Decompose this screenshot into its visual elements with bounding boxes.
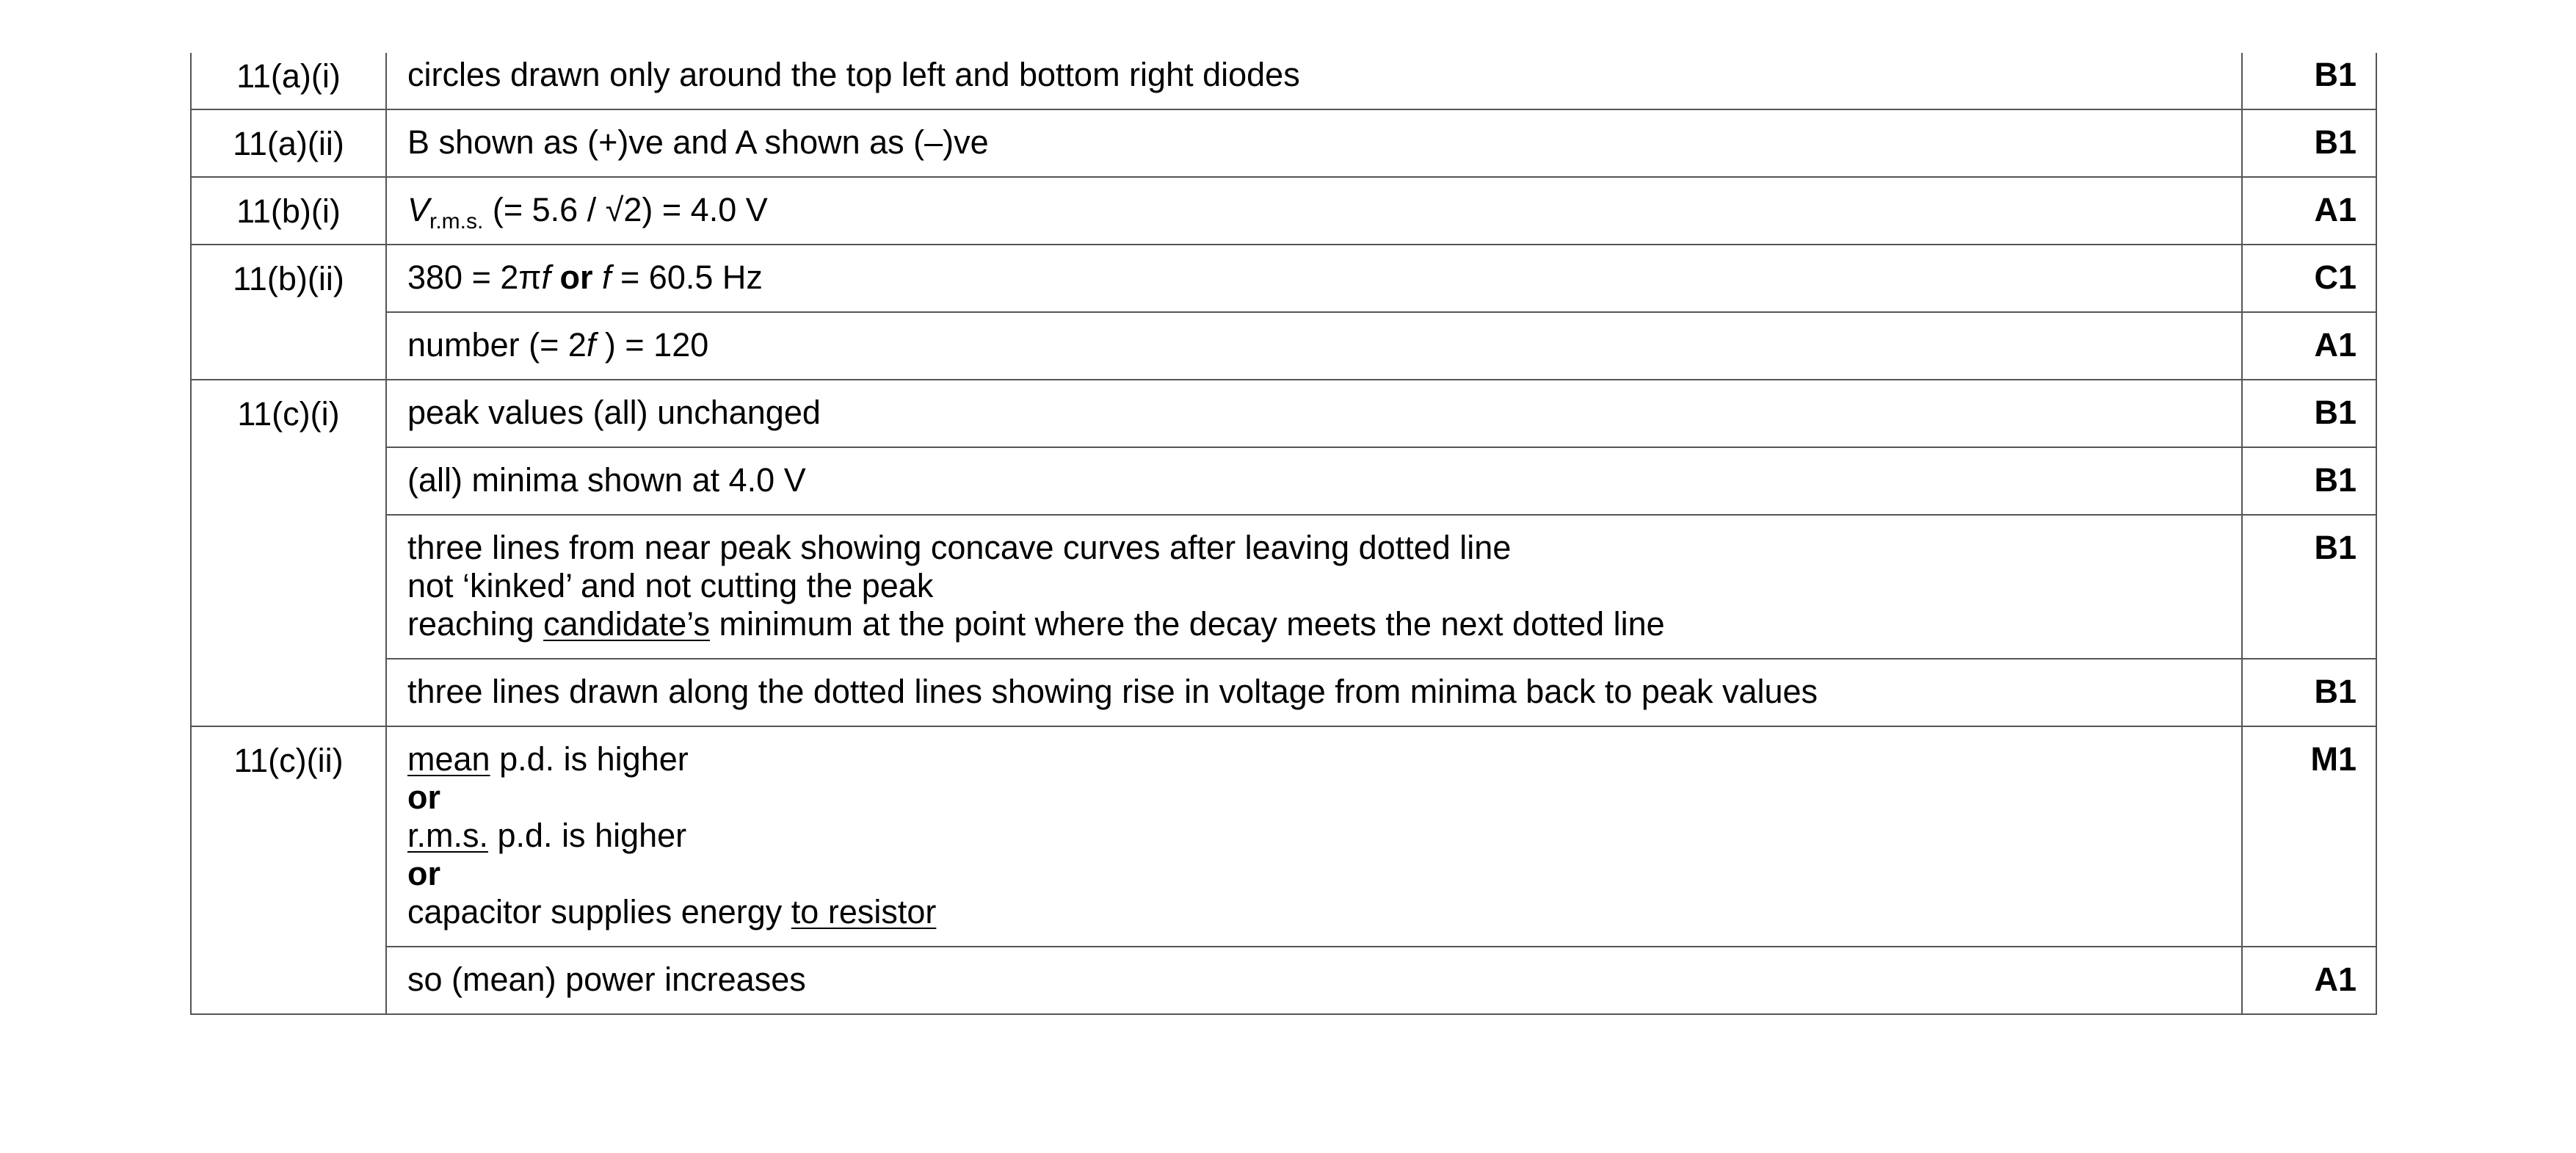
question-number: 11(b)(i) bbox=[236, 192, 341, 230]
answer-line bbox=[407, 855, 2227, 893]
table-row bbox=[191, 53, 2376, 109]
mark-code: B1 bbox=[2314, 56, 2357, 93]
question-number: 11(c)(i) bbox=[237, 395, 340, 433]
answer-line bbox=[407, 191, 2227, 234]
answer-text: (all) minima shown at 4.0 V bbox=[407, 461, 806, 499]
answer-cell bbox=[386, 947, 2242, 1014]
answer-text: candidate’s bbox=[543, 605, 710, 643]
answer-line bbox=[407, 461, 2227, 499]
answer-cell bbox=[386, 177, 2242, 245]
answer-line bbox=[407, 259, 2227, 297]
answer-cell bbox=[386, 515, 2242, 659]
question-number-cell bbox=[191, 380, 386, 726]
answer-line bbox=[407, 123, 2227, 162]
answer-line bbox=[407, 605, 2227, 643]
mark-scheme-body bbox=[191, 53, 2376, 1014]
answer-text: or bbox=[559, 259, 593, 296]
mark-cell bbox=[2242, 726, 2376, 947]
answer-text: number (= 2 bbox=[407, 326, 587, 364]
mark-cell bbox=[2242, 53, 2376, 109]
mark-code: A1 bbox=[2314, 961, 2357, 998]
question-number-cell bbox=[191, 177, 386, 245]
answer-text bbox=[592, 259, 602, 296]
mark-code: A1 bbox=[2314, 191, 2357, 228]
question-number: 11(c)(ii) bbox=[233, 742, 344, 779]
answer-cell bbox=[386, 53, 2242, 109]
question-number-cell bbox=[191, 245, 386, 380]
answer-text: r.m.s. bbox=[429, 209, 484, 234]
answer-text: V bbox=[407, 191, 430, 228]
answer-text: f bbox=[541, 259, 551, 296]
mark-code: B1 bbox=[2314, 673, 2357, 710]
question-number-cell bbox=[191, 53, 386, 109]
table-row bbox=[191, 515, 2376, 659]
table-row bbox=[191, 109, 2376, 177]
answer-cell bbox=[386, 659, 2242, 726]
question-number: 11(a)(i) bbox=[236, 57, 341, 95]
answer-cell bbox=[386, 726, 2242, 947]
mark-cell bbox=[2242, 947, 2376, 1014]
table-row bbox=[191, 380, 2376, 447]
answer-line bbox=[407, 529, 2227, 567]
answer-line bbox=[407, 817, 2227, 855]
answer-text: 380 = 2π bbox=[407, 259, 542, 296]
answer-cell bbox=[386, 380, 2242, 447]
table-row bbox=[191, 726, 2376, 947]
answer-line bbox=[407, 394, 2227, 432]
answer-text: to resistor bbox=[791, 893, 937, 930]
table-row bbox=[191, 312, 2376, 380]
answer-text: three lines drawn along the dotted lines showing rise in voltage from minima back to peak values bbox=[407, 673, 1818, 710]
table-row bbox=[191, 245, 2376, 312]
answer-line bbox=[407, 778, 2227, 817]
answer-line bbox=[407, 56, 2227, 94]
mark-code: B1 bbox=[2314, 123, 2357, 161]
answer-text: f bbox=[586, 326, 596, 364]
answer-text: not ‘kinked’ and not cutting the peak bbox=[407, 567, 934, 604]
question-number-cell bbox=[191, 109, 386, 177]
answer-text bbox=[551, 259, 560, 296]
answer-cell bbox=[386, 245, 2242, 312]
answer-text: mean bbox=[407, 740, 490, 778]
mark-cell bbox=[2242, 515, 2376, 659]
answer-text: circles drawn only around the top left and bottom right diodes bbox=[407, 56, 1300, 93]
answer-text: or bbox=[407, 855, 440, 892]
mark-cell bbox=[2242, 177, 2376, 245]
question-number: 11(a)(ii) bbox=[233, 125, 344, 162]
table-row bbox=[191, 447, 2376, 515]
table-row bbox=[191, 177, 2376, 245]
mark-cell bbox=[2242, 312, 2376, 380]
answer-text: three lines from near peak showing concave curves after leaving dotted line bbox=[407, 529, 1512, 566]
table-row bbox=[191, 947, 2376, 1014]
answer-text: f bbox=[602, 259, 612, 296]
mark-code: M1 bbox=[2310, 740, 2357, 778]
answer-text: reaching bbox=[407, 605, 544, 643]
answer-line bbox=[407, 893, 2227, 931]
answer-text: = 60.5 Hz bbox=[611, 259, 763, 296]
table-row bbox=[191, 659, 2376, 726]
answer-text: minimum at the point where the decay meets the next dotted line bbox=[709, 605, 1665, 643]
answer-text: r.m.s. bbox=[407, 817, 488, 854]
mark-code: B1 bbox=[2314, 394, 2357, 431]
question-number-cell bbox=[191, 726, 386, 1014]
answer-text: p.d. is higher bbox=[490, 740, 689, 778]
mark-code: C1 bbox=[2314, 259, 2357, 296]
mark-cell bbox=[2242, 447, 2376, 515]
mark-code: B1 bbox=[2314, 461, 2357, 499]
answer-line bbox=[407, 673, 2227, 711]
answer-line bbox=[407, 740, 2227, 778]
answer-text: so (mean) power increases bbox=[407, 961, 806, 998]
answer-line bbox=[407, 567, 2227, 605]
mark-scheme-table bbox=[190, 53, 2377, 1015]
question-number: 11(b)(ii) bbox=[233, 260, 344, 297]
mark-code: B1 bbox=[2314, 529, 2357, 566]
answer-text: B shown as (+)ve and A shown as (–)ve bbox=[407, 123, 989, 161]
answer-text: capacitor supplies energy bbox=[407, 893, 791, 930]
mark-code: A1 bbox=[2314, 326, 2357, 364]
mark-cell bbox=[2242, 659, 2376, 726]
answer-line bbox=[407, 961, 2227, 999]
mark-cell bbox=[2242, 245, 2376, 312]
answer-text: p.d. is higher bbox=[488, 817, 687, 854]
answer-text: (= 5.6 / √2) = 4.0 V bbox=[483, 191, 768, 228]
answer-text: peak values (all) unchanged bbox=[407, 394, 821, 431]
answer-text: or bbox=[407, 778, 440, 816]
answer-line bbox=[407, 326, 2227, 364]
answer-cell bbox=[386, 447, 2242, 515]
answer-text: ) = 120 bbox=[595, 326, 709, 364]
answer-cell bbox=[386, 109, 2242, 177]
answer-cell bbox=[386, 312, 2242, 380]
mark-cell bbox=[2242, 380, 2376, 447]
mark-cell bbox=[2242, 109, 2376, 177]
